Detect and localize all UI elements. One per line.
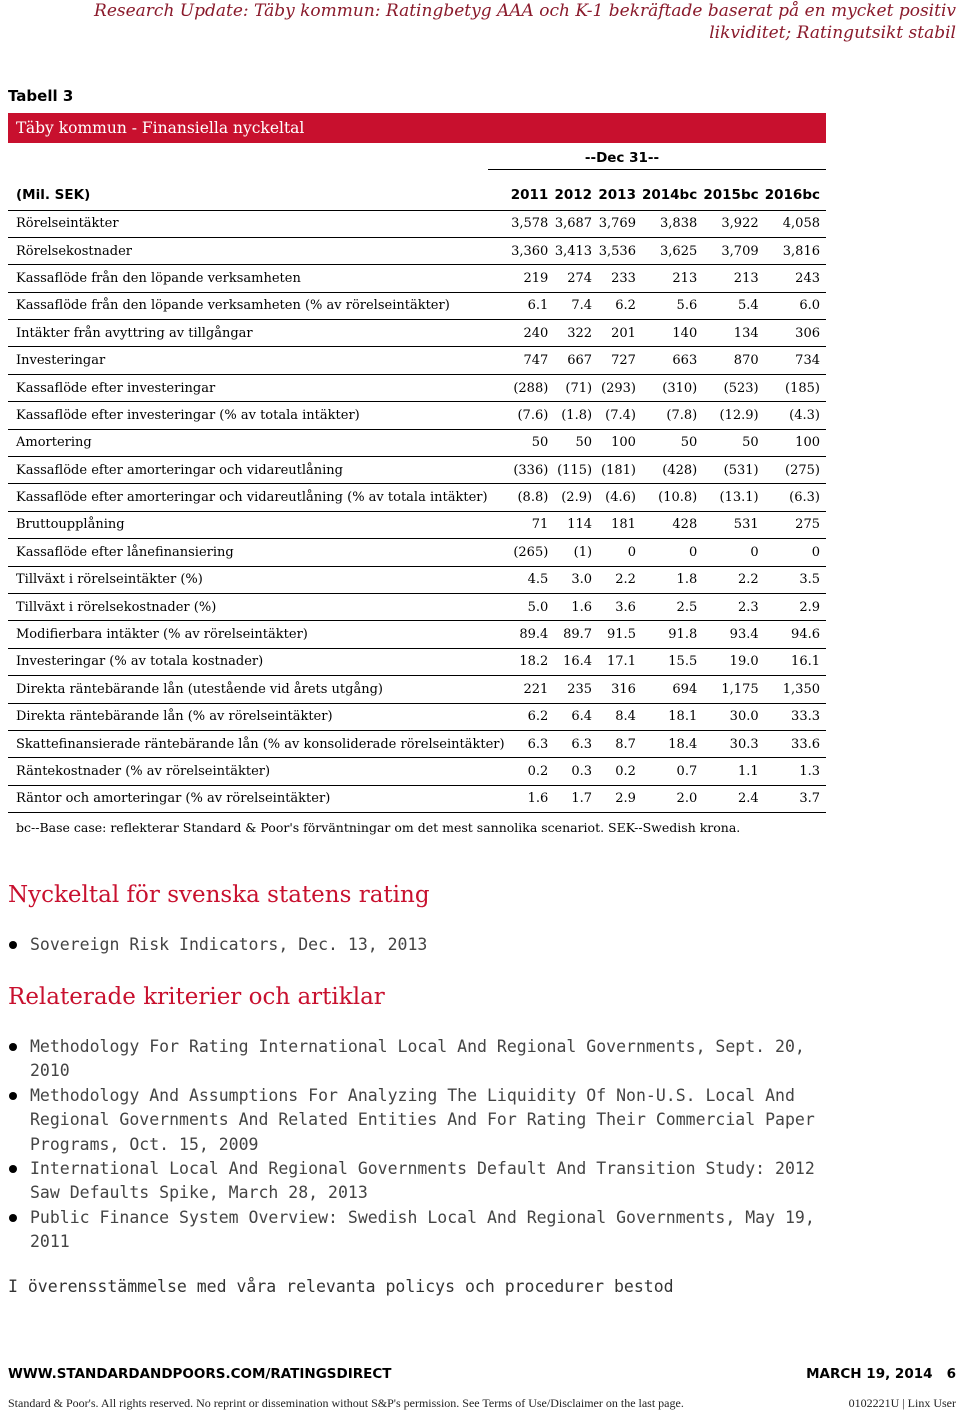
table-cell: (275) — [765, 457, 826, 484]
link-text[interactable]: Public Finance System Overview: Swedish Local And Regional Governments, May 19, 2011 — [30, 1207, 815, 1252]
link-text[interactable]: Methodology And Assumptions For Analyzing The Liquidity Of Non-U.S. Local And Regional Governments And Related Entities And For Rating Their Commercial Paper Programs, Oct. 15, 2009 — [30, 1085, 815, 1154]
table-cell: 2.4 — [703, 785, 764, 812]
table-cell: 114 — [554, 511, 598, 538]
table-cell: 1.1 — [703, 758, 764, 785]
table-cell: 870 — [703, 347, 764, 374]
financial-table — [8, 180, 826, 813]
table-cell: 91.5 — [598, 621, 642, 648]
table-row — [8, 265, 826, 292]
row-label: Kassaflöde efter amorteringar och vidareutlåning — [8, 457, 511, 484]
table-cell: (531) — [703, 457, 764, 484]
row-label: Bruttoupplåning — [8, 511, 511, 538]
table-cell: 6.1 — [511, 292, 555, 319]
table-cell: 15.5 — [642, 648, 703, 675]
table-footnote: bc--Base case: reflekterar Standard & Poor's förväntningar om det mest sannolika scenariot. SEK--Swedish krona. — [16, 820, 741, 835]
table-cell: (7.6) — [511, 402, 555, 429]
table-cell: 4.5 — [511, 566, 555, 593]
table-cell: (265) — [511, 539, 555, 566]
table-cell: 3,687 — [554, 210, 598, 237]
footer-copyright: Standard & Poor's. All rights reserved. No reprint or dissemination without S&P's permission. See Terms of Use/Disclaimer on the last page. — [8, 1396, 684, 1410]
row-label: Kassaflöde efter investeringar — [8, 374, 511, 401]
table-row — [8, 648, 826, 675]
table-cell: 91.8 — [642, 621, 703, 648]
link-text[interactable]: Methodology For Rating International Local And Regional Governments, Sept. 20, 2010 — [30, 1037, 805, 1081]
link-text[interactable]: Sovereign Risk Indicators, Dec. 13, 2013 — [30, 935, 428, 954]
table-cell: 6.2 — [511, 703, 555, 730]
table-cell: 3,360 — [511, 237, 555, 264]
row-label: Kassaflöde efter amorteringar och vidareutlåning (% av totala intäkter) — [8, 484, 511, 511]
table-row — [8, 292, 826, 319]
table-cell: 33.6 — [765, 730, 826, 757]
table-cell: 1.6 — [511, 785, 555, 812]
table-cell: 5.0 — [511, 593, 555, 620]
bullet-icon — [9, 941, 17, 949]
table-cell: 0 — [598, 539, 642, 566]
table-cell: 16.1 — [765, 648, 826, 675]
table-cell: 2.2 — [598, 566, 642, 593]
table-row — [8, 320, 826, 347]
table-banner: Täby kommun - Finansiella nyckeltal — [8, 113, 826, 143]
row-label: Kassaflöde från den löpande verksamheten (% av rörelseintäkter) — [8, 292, 511, 319]
table-cell: 747 — [511, 347, 555, 374]
table-cell: 2.2 — [703, 566, 764, 593]
table-row — [8, 484, 826, 511]
table-cell: 2.3 — [703, 593, 764, 620]
table-row — [8, 237, 826, 264]
link-text[interactable]: International Local And Regional Governments Default And Transition Study: 2012 Saw Defaults Spike, March 28, 2013 — [30, 1159, 815, 1203]
table-cell: 306 — [765, 320, 826, 347]
table-row — [8, 703, 826, 730]
table-cell: 17.1 — [598, 648, 642, 675]
list-item[interactable] — [8, 933, 908, 957]
table-cell: (336) — [511, 457, 555, 484]
table-cell: 30.3 — [703, 730, 764, 757]
list-item[interactable] — [8, 1157, 828, 1206]
table-cell: 18.1 — [642, 703, 703, 730]
table-cell: 201 — [598, 320, 642, 347]
table-cell: 50 — [554, 429, 598, 456]
table-cell: 3,838 — [642, 210, 703, 237]
table-cell: 8.7 — [598, 730, 642, 757]
bullet-icon — [9, 1092, 17, 1100]
table-cell: (523) — [703, 374, 764, 401]
table-cell: 1.7 — [554, 785, 598, 812]
table-row — [8, 457, 826, 484]
table-cell: 0 — [642, 539, 703, 566]
table-cell: (71) — [554, 374, 598, 401]
table-row — [8, 402, 826, 429]
table-cell: 3,625 — [642, 237, 703, 264]
table-row — [8, 785, 826, 812]
table-cell: 16.4 — [554, 648, 598, 675]
row-label: Rörelseintäkter — [8, 210, 511, 237]
table-cell: (181) — [598, 457, 642, 484]
table-cell: 213 — [642, 265, 703, 292]
table-cell: 2.5 — [642, 593, 703, 620]
row-label: Intäkter från avyttring av tillgångar — [8, 320, 511, 347]
column-header: 2011 — [511, 180, 555, 210]
table-cell: 274 — [554, 265, 598, 292]
table-cell: (428) — [642, 457, 703, 484]
table-cell: 134 — [703, 320, 764, 347]
table-cell: 50 — [642, 429, 703, 456]
list-item[interactable] — [8, 1084, 868, 1157]
table-cell: (293) — [598, 374, 642, 401]
table-cell: (288) — [511, 374, 555, 401]
table-cell: 8.4 — [598, 703, 642, 730]
table-cell: 71 — [511, 511, 555, 538]
sovereign-heading: Nyckeltal för svenska statens rating — [8, 882, 430, 908]
table-cell: 1,175 — [703, 676, 764, 703]
table-cell: 3,769 — [598, 210, 642, 237]
table-row — [8, 210, 826, 237]
table-cell: 667 — [554, 347, 598, 374]
table-row — [8, 347, 826, 374]
table-cell: 93.4 — [703, 621, 764, 648]
bullet-icon — [9, 1214, 17, 1222]
table-cell: 19.0 — [703, 648, 764, 675]
table-cell: 316 — [598, 676, 642, 703]
table-cell: 3,536 — [598, 237, 642, 264]
table-cell: 18.4 — [642, 730, 703, 757]
table-cell: 0 — [765, 539, 826, 566]
report-title: Research Update: Täby kommun: Ratingbetyg AAA och K-1 bekräftade baserat på en mycket positiv likviditet; Ratingutsikt stabil — [94, 1, 956, 43]
table-cell: 89.4 — [511, 621, 555, 648]
table-cell: 94.6 — [765, 621, 826, 648]
table-cell: 3.6 — [598, 593, 642, 620]
table-row — [8, 758, 826, 785]
row-label: Direkta räntebärande lån (% av rörelseintäkter) — [8, 703, 511, 730]
table-cell: 100 — [598, 429, 642, 456]
table-cell: (185) — [765, 374, 826, 401]
table-cell: 240 — [511, 320, 555, 347]
table-cell: (2.9) — [554, 484, 598, 511]
table-row — [8, 374, 826, 401]
table-cell: 5.6 — [642, 292, 703, 319]
bullet-icon — [9, 1165, 17, 1173]
table-cell: 243 — [765, 265, 826, 292]
footer-doc-id: 0102221U | Linx User — [848, 1396, 956, 1410]
footer-date-page: MARCH 19, 2014 6 — [806, 1366, 956, 1382]
table-cell: (10.8) — [642, 484, 703, 511]
table-cell: (1.8) — [554, 402, 598, 429]
row-label: Investeringar (% av totala kostnader) — [8, 648, 511, 675]
table-cell: (6.3) — [765, 484, 826, 511]
table-cell: 3.7 — [765, 785, 826, 812]
column-header: 2014bc — [642, 180, 703, 210]
table-cell: 663 — [642, 347, 703, 374]
table-cell: (4.6) — [598, 484, 642, 511]
table-cell: 2.9 — [598, 785, 642, 812]
row-label: Räntekostnader (% av rörelseintäkter) — [8, 758, 511, 785]
sovereign-list — [8, 933, 908, 957]
table-cell: 275 — [765, 511, 826, 538]
table-cell: 2.9 — [765, 593, 826, 620]
table-cell: 694 — [642, 676, 703, 703]
table-cell: 50 — [703, 429, 764, 456]
table-cell: 3,413 — [554, 237, 598, 264]
table-cell: 727 — [598, 347, 642, 374]
table-cell: (1) — [554, 539, 598, 566]
table-cell: 1,350 — [765, 676, 826, 703]
table-cell: 219 — [511, 265, 555, 292]
table-cell: 3.5 — [765, 566, 826, 593]
table-cell: 100 — [765, 429, 826, 456]
table-row — [8, 621, 826, 648]
row-label: Amortering — [8, 429, 511, 456]
table-cell: 0.3 — [554, 758, 598, 785]
period-header: --Dec 31-- — [488, 148, 826, 170]
table-cell: 213 — [703, 265, 764, 292]
table-cell: 428 — [642, 511, 703, 538]
table-cell: (7.4) — [598, 402, 642, 429]
list-item[interactable] — [8, 1206, 848, 1255]
table-row — [8, 511, 826, 538]
row-label: Räntor och amorteringar (% av rörelseintäkter) — [8, 785, 511, 812]
table-cell: 181 — [598, 511, 642, 538]
table-cell: 2.0 — [642, 785, 703, 812]
table-cell: 18.2 — [511, 648, 555, 675]
table-cell: 531 — [703, 511, 764, 538]
table-cell: (115) — [554, 457, 598, 484]
table-cell: 0.2 — [511, 758, 555, 785]
bullet-icon — [9, 1043, 17, 1051]
table-cell: (13.1) — [703, 484, 764, 511]
table-cell: (4.3) — [765, 402, 826, 429]
table-label: Tabell 3 — [8, 87, 74, 105]
table-cell: 6.0 — [765, 292, 826, 319]
table-cell: 50 — [511, 429, 555, 456]
row-label: Tillväxt i rörelseintäkter (%) — [8, 566, 511, 593]
table-cell: 0.7 — [642, 758, 703, 785]
table-cell: 3,709 — [703, 237, 764, 264]
table-cell: 1.8 — [642, 566, 703, 593]
table-cell: 4,058 — [765, 210, 826, 237]
table-cell: 6.3 — [511, 730, 555, 757]
table-cell: (310) — [642, 374, 703, 401]
table-cell: 1.3 — [765, 758, 826, 785]
table-cell: 221 — [511, 676, 555, 703]
row-label: Rörelsekostnader — [8, 237, 511, 264]
list-item[interactable] — [8, 1035, 808, 1084]
table-cell: 30.0 — [703, 703, 764, 730]
table-cell: 0 — [703, 539, 764, 566]
table-cell: 6.3 — [554, 730, 598, 757]
criteria-list — [8, 1035, 908, 1255]
table-cell: 3,816 — [765, 237, 826, 264]
table-row — [8, 566, 826, 593]
table-cell: 140 — [642, 320, 703, 347]
table-cell: 233 — [598, 265, 642, 292]
table-row — [8, 730, 826, 757]
table-cell: 235 — [554, 676, 598, 703]
table-cell: 322 — [554, 320, 598, 347]
table-cell: 6.4 — [554, 703, 598, 730]
table-cell: 3.0 — [554, 566, 598, 593]
table-cell: 89.7 — [554, 621, 598, 648]
table-cell: 7.4 — [554, 292, 598, 319]
criteria-heading: Relaterade kriterier och artiklar — [8, 984, 385, 1010]
table-cell: (7.8) — [642, 402, 703, 429]
column-header: 2016bc — [765, 180, 826, 210]
table-header-row — [8, 180, 826, 210]
row-label: Kassaflöde från den löpande verksamheten — [8, 265, 511, 292]
column-header: 2015bc — [703, 180, 764, 210]
table-cell: 1.6 — [554, 593, 598, 620]
row-label: Modifierbara intäkter (% av rörelseintäkter) — [8, 621, 511, 648]
row-label: Direkta räntebärande lån (utestående vid årets utgång) — [8, 676, 511, 703]
column-header: 2012 — [554, 180, 598, 210]
footer-url[interactable]: WWW.STANDARDANDPOORS.COM/RATINGSDIRECT — [8, 1366, 392, 1382]
table-cell: (12.9) — [703, 402, 764, 429]
table-cell: 6.2 — [598, 292, 642, 319]
row-label: Kassaflöde efter investeringar (% av totala intäkter) — [8, 402, 511, 429]
table-cell: 3,578 — [511, 210, 555, 237]
column-header: 2013 — [598, 180, 642, 210]
column-header: (Mil. SEK) — [8, 180, 511, 210]
row-label: Skattefinansierade räntebärande lån (% av konsoliderade rörelseintäkter) — [8, 730, 511, 757]
table-cell: 0.2 — [598, 758, 642, 785]
policy-text: I överensstämmelse med våra relevanta policys och procedurer bestod — [8, 1277, 674, 1296]
table-row — [8, 539, 826, 566]
table-cell: 33.3 — [765, 703, 826, 730]
row-label: Kassaflöde efter lånefinansiering — [8, 539, 511, 566]
table-cell: 3,922 — [703, 210, 764, 237]
table-row — [8, 593, 826, 620]
row-label: Tillväxt i rörelsekostnader (%) — [8, 593, 511, 620]
table-cell: (8.8) — [511, 484, 555, 511]
table-cell: 734 — [765, 347, 826, 374]
row-label: Investeringar — [8, 347, 511, 374]
table-row — [8, 429, 826, 456]
table-cell: 5.4 — [703, 292, 764, 319]
table-row — [8, 676, 826, 703]
